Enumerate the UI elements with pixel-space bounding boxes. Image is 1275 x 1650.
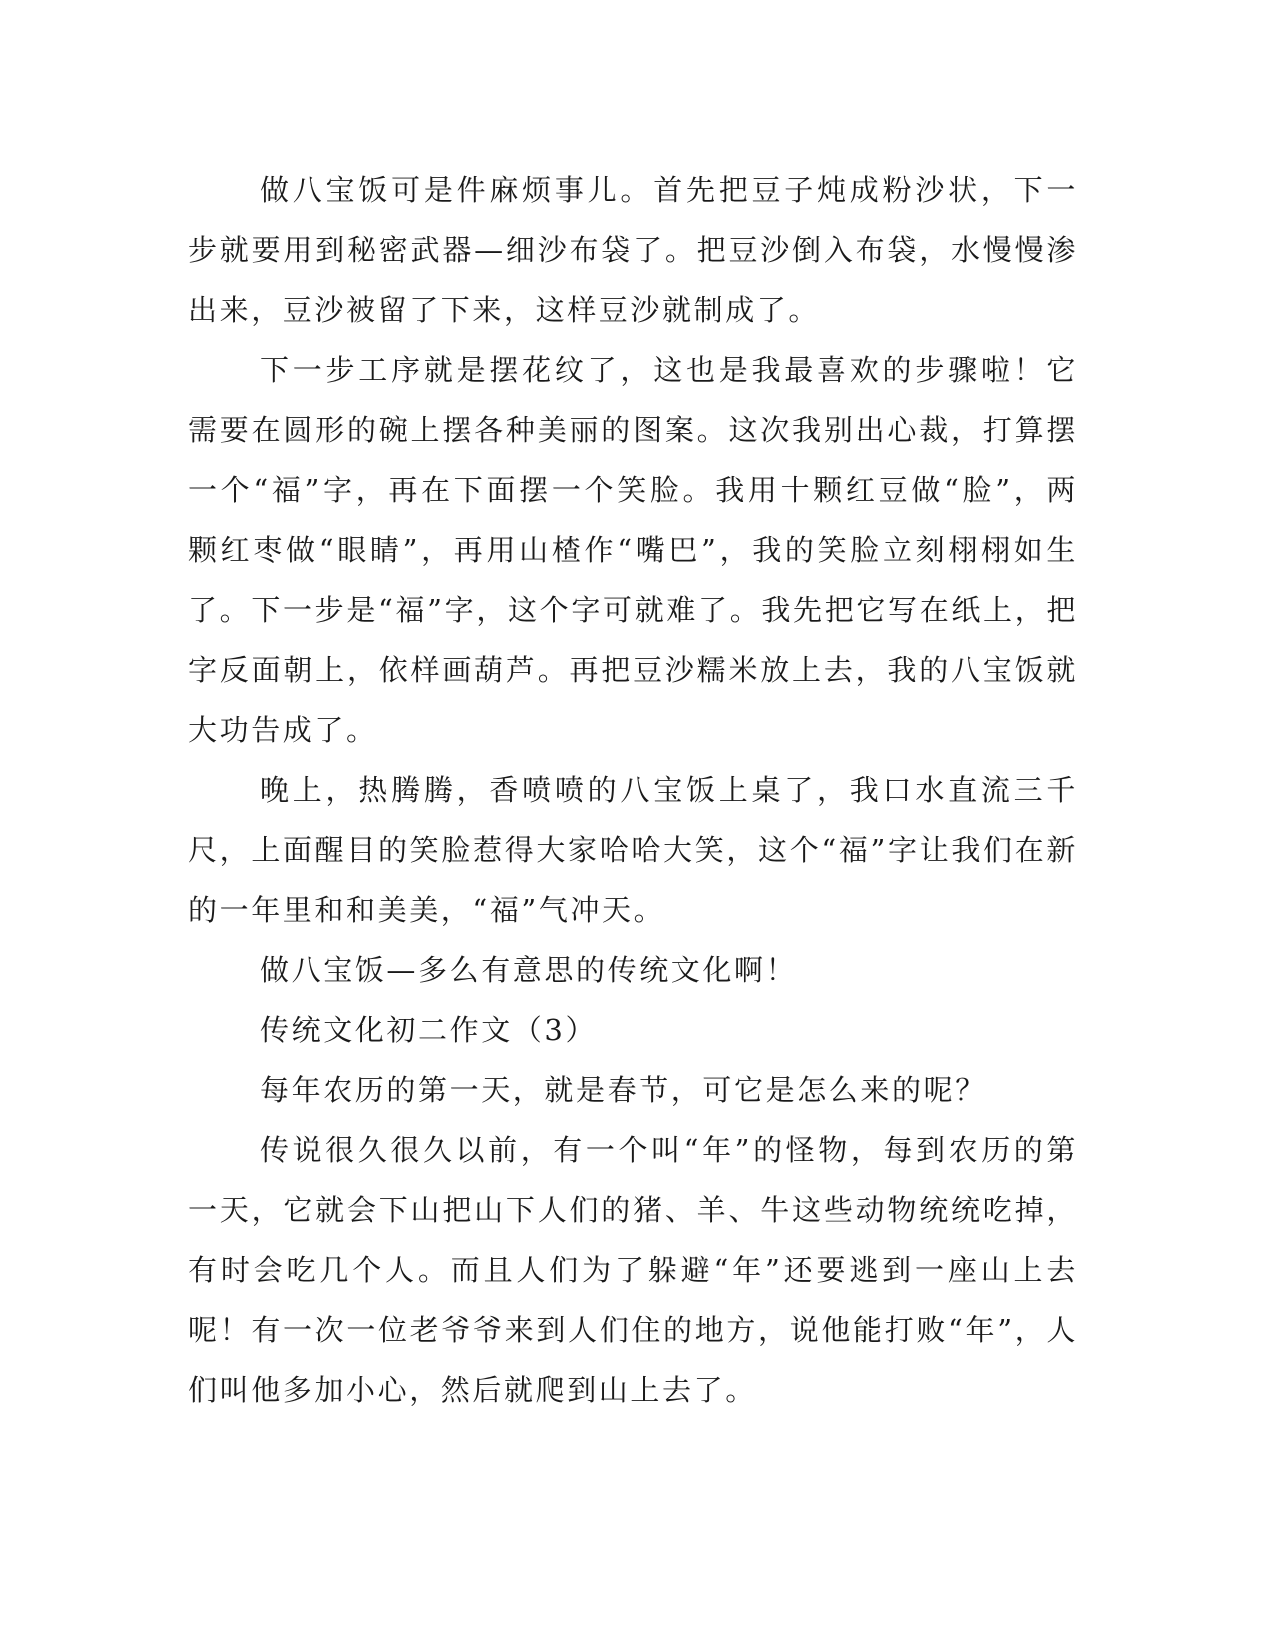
paragraph-babaofan-douasha: 做八宝饭可是件麻烦事儿。首先把豆子炖成粉沙状，下一步就要用到秘密武器—细沙布袋了。把豆沙倒入布袋，水慢慢渗出来，豆沙被留了下来，这样豆沙就制成了。 bbox=[188, 173, 1078, 327]
section-heading: 传统文化初二作文（3） bbox=[260, 1013, 598, 1047]
paragraph-babaofan-dinner: 晚上，热腾腾，香喷喷的八宝饭上桌了，我口水直流三千尺，上面醒目的笑脸惹得大家哈哈大笑，这个“福”字让我们在新的一年里和和美美，“福”气冲天。 bbox=[188, 773, 1078, 927]
paragraph-spring-festival-question: 每年农历的第一天，就是春节，可它是怎么来的呢？ bbox=[260, 1073, 987, 1107]
paragraph-babaofan-pattern: 下一步工序就是摆花纹了，这也是我最喜欢的步骤啦！它需要在圆形的碗上摆各种美丽的图案。这次我别出心裁，打算摆一个“福”字，再在下面摆一个笑脸。我用十颗红豆做“脸”，两颗红枣做“眼睛”，再用山楂作“嘴巴”，我的笑脸立刻栩栩如生了。下一步是“福”字，这个字可就难了。我先把它写在纸上，把字反面朝上，依样画葫芦。再把豆沙糯米放上去，我的八宝饭就大功告成了。 bbox=[188, 353, 1078, 747]
paragraph-babaofan-conclusion: 做八宝饭—多么有意思的传统文化啊！ bbox=[260, 953, 798, 987]
document-body bbox=[188, 160, 1078, 1420]
paragraph-nian-legend: 传说很久很久以前，有一个叫“年”的怪物，每到农历的第一天，它就会下山把山下人们的猪、羊、牛这些动物统统吃掉，有时会吃几个人。而且人们为了躲避“年”还要逃到一座山上去呢！有一次一位老爷爷来到人们住的地方，说他能打败“年”，人们叫他多加小心，然后就爬到山上去了。 bbox=[188, 1133, 1078, 1407]
